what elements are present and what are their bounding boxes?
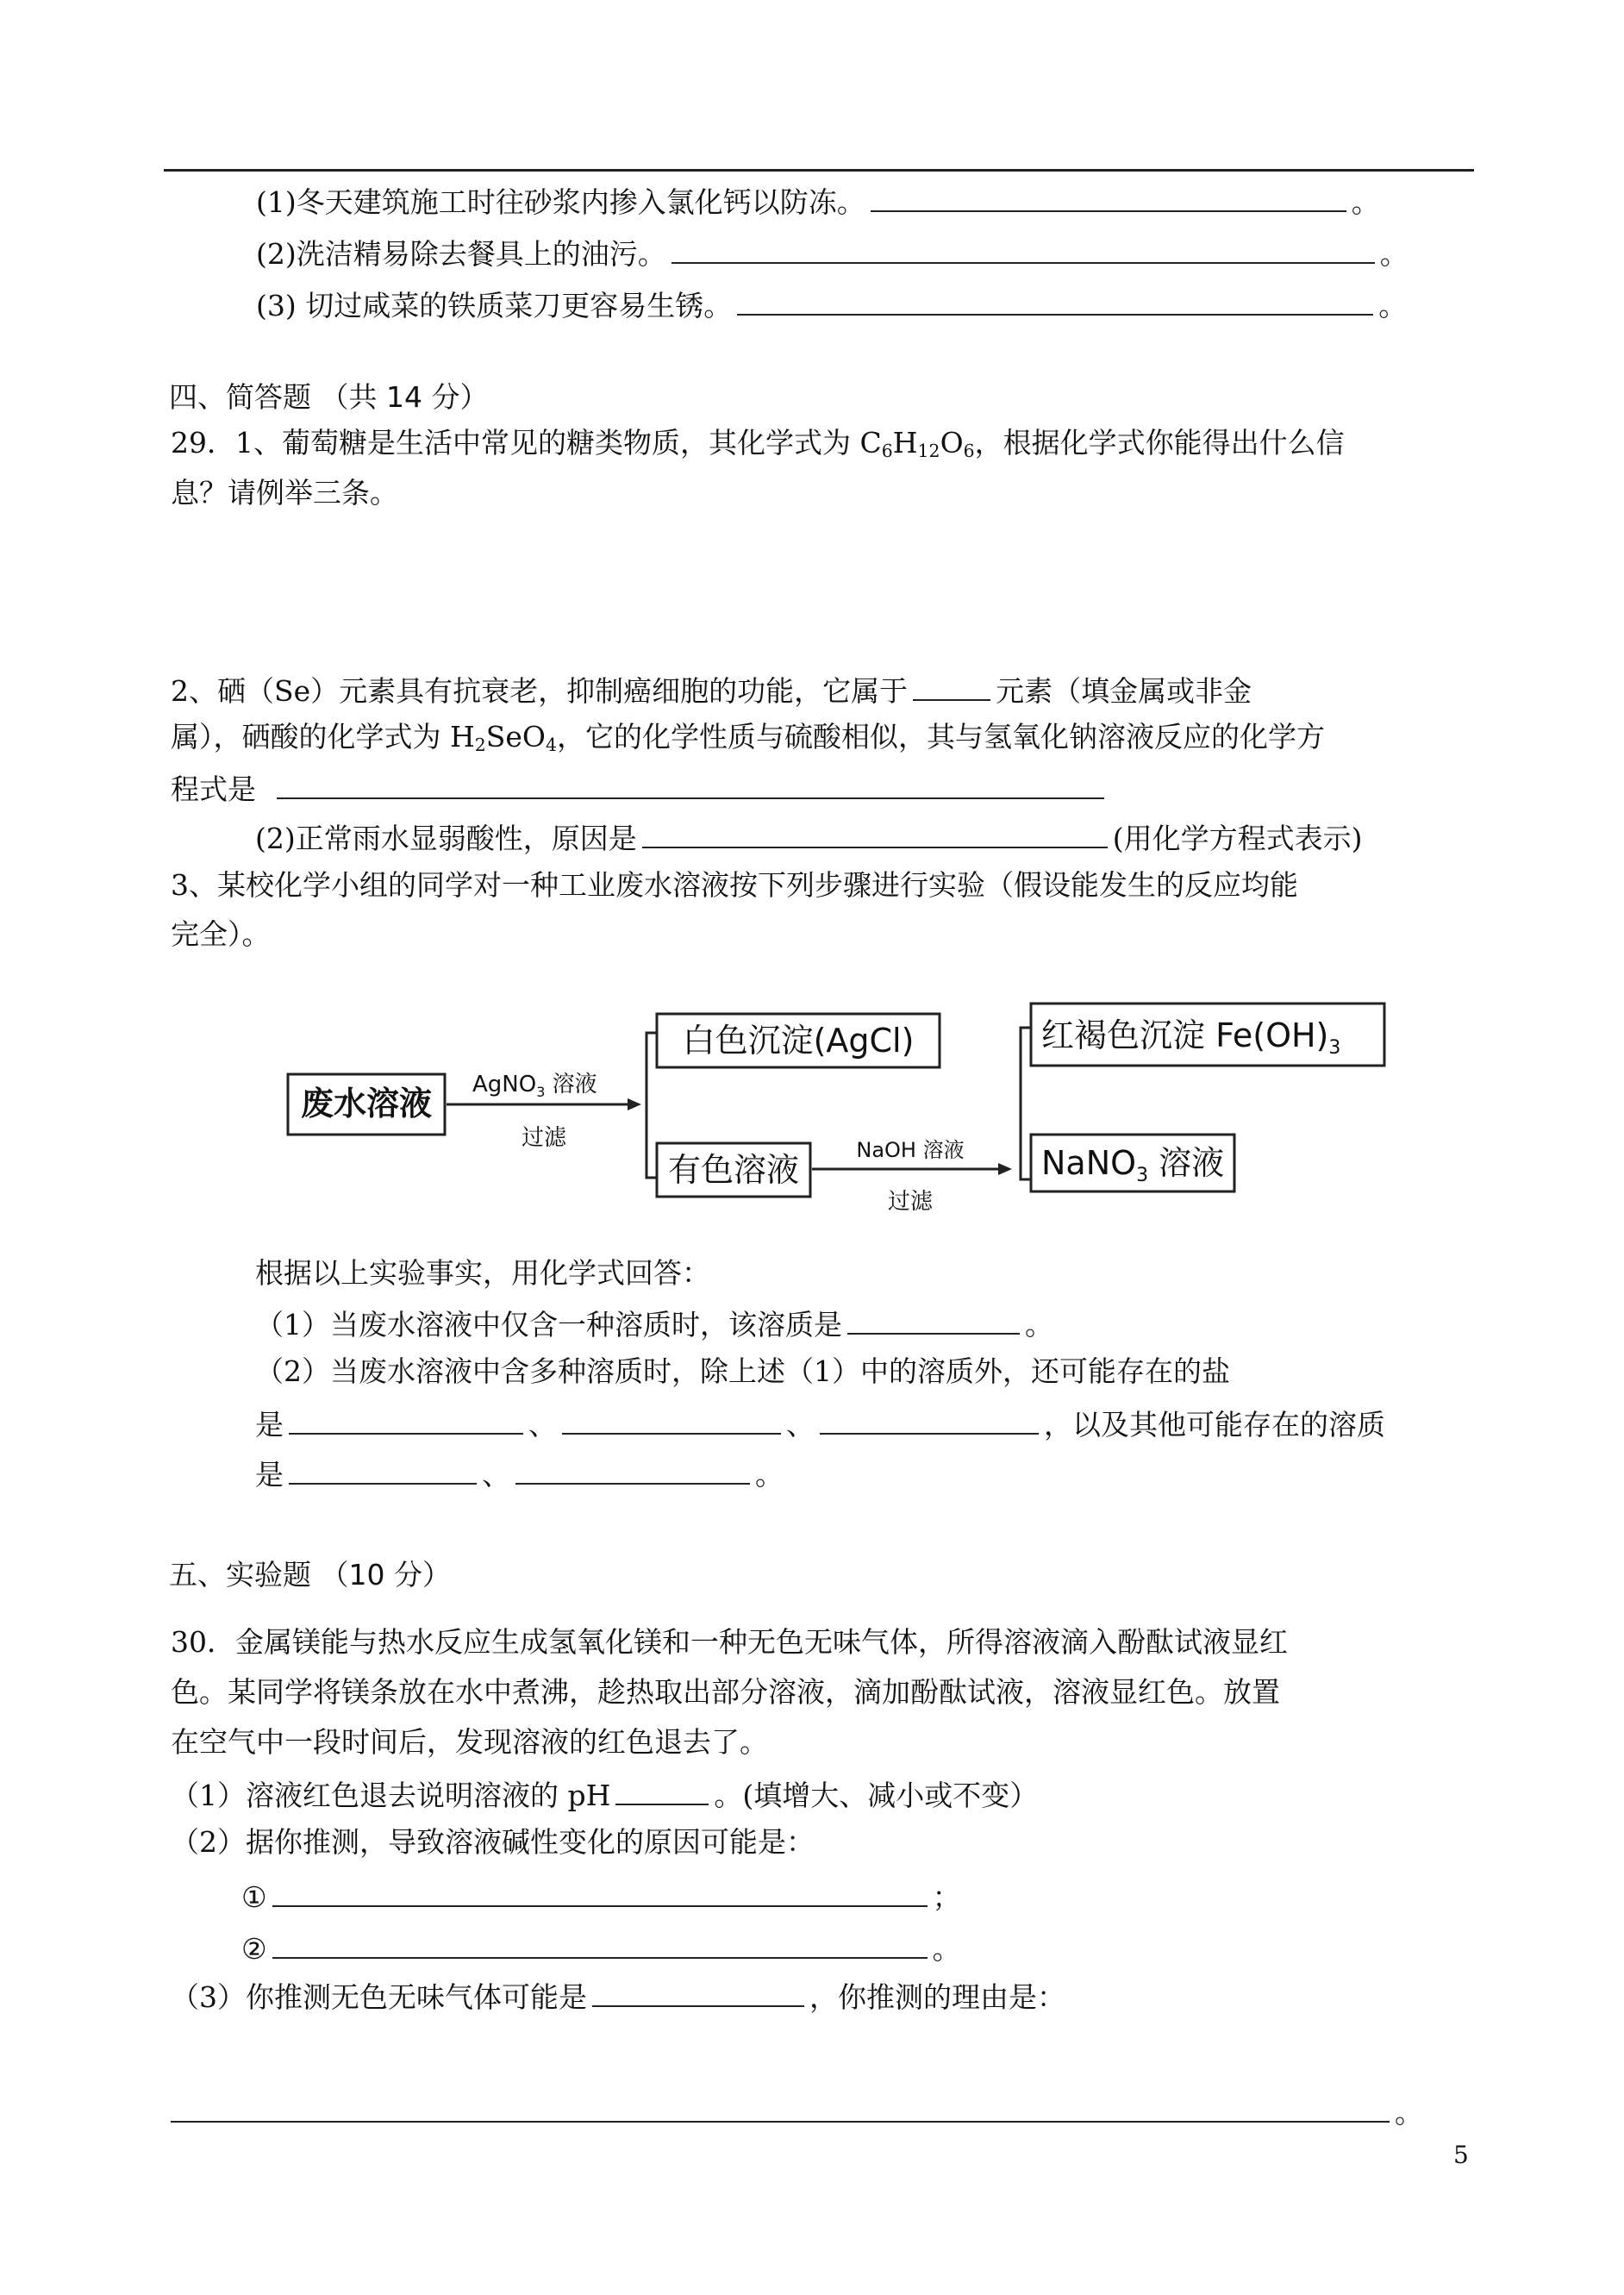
rain-acid-text: (2)正常雨水显弱酸性，原因是 xyxy=(255,822,637,855)
label-filter-1: 过滤 xyxy=(521,1125,567,1151)
formula-subscript: 6 xyxy=(963,441,975,462)
label-nano3-solution: NaNO$_3$ 溶液 xyxy=(1041,1144,1225,1186)
period: 。 xyxy=(1395,2096,1423,2129)
header-rule xyxy=(164,169,1474,172)
q30-sub3-tail: ，你推测的理由是： xyxy=(809,1980,1065,2014)
q30-line2: 色。某同学将镁条放在水中煮沸，趁热取出部分溶液，滴加酚酞试液，溶液显红色。放置 xyxy=(171,1675,1280,1709)
reagent-agno3: AgNO$_3$ 溶液 xyxy=(472,1072,597,1100)
period: 。 xyxy=(1025,1308,1053,1341)
semicolon: ； xyxy=(932,1880,961,1914)
answer-blank[interactable] xyxy=(289,1407,523,1435)
label-white-precipitate: 白色沉淀(AgCl) xyxy=(682,1022,915,1060)
answer-blank[interactable] xyxy=(515,1457,750,1485)
q29-text-tail: ，根据化学式你能得出什么信 xyxy=(974,426,1345,460)
q-knife-rust xyxy=(256,288,1407,320)
q-knife-rust-text: (3) 切过咸菜的铁质菜刀更容易生锈。 xyxy=(256,289,733,322)
answer-blank[interactable] xyxy=(171,2095,1390,2123)
q29-2-line3 xyxy=(171,772,1109,804)
formula-subscript: 4 xyxy=(546,735,558,756)
q29-line1 xyxy=(171,426,1345,462)
formula-subscript: 12 xyxy=(917,441,940,462)
q29-2-line1 xyxy=(171,673,1252,708)
arrow-head-2 xyxy=(998,1163,1012,1175)
answer-blank[interactable] xyxy=(737,288,1373,316)
label-red-brown-precipitate: 红褐色沉淀 $Fe(OH)_3$ xyxy=(1041,1016,1341,1059)
answer-blank[interactable] xyxy=(562,1407,781,1435)
q-calcium-chloride-text: (1)冬天建筑施工时往砂浆内掺入氯化钙以防冻。 xyxy=(256,185,865,219)
answer-blank[interactable] xyxy=(820,1407,1039,1435)
q30-sub3 xyxy=(171,1979,1065,2014)
bracket-2 xyxy=(1021,1028,1031,1179)
q-calcium-chloride xyxy=(256,184,1380,219)
period: 。 xyxy=(1379,237,1409,271)
answer-blank[interactable] xyxy=(272,1931,928,1959)
label-colored-solution: 有色溶液 xyxy=(667,1151,800,1189)
formula-h: H xyxy=(892,426,918,460)
answer-blank[interactable] xyxy=(847,1307,1020,1335)
answer-1-line xyxy=(255,1307,1053,1339)
selenium-text: 2、硒（Se）元素具有抗衰老，抑制癌细胞的功能，它属于 xyxy=(171,674,909,708)
q30-sub1-tail: 。(填增大、减小或不变） xyxy=(714,1779,1039,1812)
equation-label: 程式是 xyxy=(171,772,256,806)
q30-sub3-text: （3）你推测无色无味气体可能是 xyxy=(171,1980,587,2014)
formula-o: O xyxy=(940,426,964,460)
rain-acid-line xyxy=(255,821,1363,853)
q30-line1: 30．金属镁能与热水反应生成氢氧化镁和一种无色无味气体，所得溶液滴入酚酞试液显红 xyxy=(171,1625,1288,1659)
answer-blank[interactable] xyxy=(272,1879,928,1907)
answer-intro: 根据以上实验事实，用化学式回答： xyxy=(255,1256,710,1290)
answer-2-tail: ，以及其他可能存在的溶质 xyxy=(1044,1408,1385,1441)
selenium-text-tail: 元素（填金属或非金 xyxy=(996,674,1252,708)
q30-sub1 xyxy=(171,1778,1038,1810)
answer-2-line2 xyxy=(255,1407,1385,1439)
answer-2-line1: （2）当废水溶液中含多种溶质时，除上述（1）中的溶质外，还可能存在的盐 xyxy=(255,1354,1230,1388)
answer-blank[interactable] xyxy=(871,184,1346,212)
q29-2-line2 xyxy=(171,720,1326,756)
section-heading-short-answer: 四、简答题 （共 14 分） xyxy=(169,380,489,414)
circled-two: ② xyxy=(241,1932,267,1966)
answer-blank[interactable] xyxy=(615,1778,709,1805)
q30-cause-2 xyxy=(241,1931,961,1966)
circled-one: ① xyxy=(241,1880,267,1914)
rain-acid-text-tail: (用化学方程式表示) xyxy=(1112,822,1363,855)
formula-subscript: 2 xyxy=(474,735,486,756)
separator: 、 xyxy=(482,1458,510,1491)
formula-subscript: 6 xyxy=(881,441,893,462)
q30-sub2: （2）据你推测，导致溶液碱性变化的原因可能是： xyxy=(171,1825,815,1859)
q30-final-line xyxy=(171,2095,1423,2127)
answer-blank[interactable] xyxy=(592,1979,804,2007)
answer-blank[interactable] xyxy=(913,673,990,701)
period: 。 xyxy=(1378,289,1408,322)
q30-line3: 在空气中一段时间后，发现溶液的红色退去了。 xyxy=(171,1725,768,1759)
answer-2-shi: 是 xyxy=(255,1458,284,1491)
formula-seo: SeO xyxy=(485,720,546,754)
answer-blank[interactable] xyxy=(277,772,1104,799)
answer-1-text: （1）当废水溶液中仅含一种溶质时，该溶质是 xyxy=(255,1308,842,1341)
q-detergent xyxy=(256,236,1409,271)
answer-2-line3 xyxy=(255,1457,784,1489)
period: 。 xyxy=(1351,185,1380,219)
separator: 、 xyxy=(786,1408,815,1441)
bracket-1 xyxy=(646,1033,657,1178)
separator: 、 xyxy=(528,1408,557,1441)
answer-2-shi: 是 xyxy=(255,1408,284,1441)
q29-3-line2: 完全）。 xyxy=(171,917,271,951)
answer-blank[interactable] xyxy=(671,236,1375,264)
period: 。 xyxy=(932,1932,961,1966)
q29-line2: 息？请例举三条。 xyxy=(171,476,398,510)
answer-blank[interactable] xyxy=(642,821,1108,848)
q30-cause-1 xyxy=(241,1879,961,1914)
experiment-flow-diagram xyxy=(255,990,1410,1223)
q29-number: 29． xyxy=(171,426,235,460)
q29-3-line1: 3、某校化学小组的同学对一种工业废水溶液按下列步骤进行实验（假设能发生的反应均能 xyxy=(171,868,1298,902)
selenic-acid-text-tail: ，它的化学性质与硫酸相似，其与氢氧化钠溶液反应的化学方 xyxy=(557,720,1326,754)
section-heading-experiment: 五、实验题 （10 分） xyxy=(169,1558,451,1591)
q29-text: 1、葡萄糖是生活中常见的糖类物质，其化学式为 C xyxy=(235,426,882,460)
label-filter-2: 过滤 xyxy=(887,1189,934,1215)
arrow-head-1 xyxy=(628,1098,641,1110)
period: 。 xyxy=(755,1458,784,1491)
label-waste-solution: 废水溶液 xyxy=(300,1085,433,1122)
answer-blank[interactable] xyxy=(289,1457,477,1485)
q30-sub1-text: （1）溶液红色退去说明溶液的 pH xyxy=(171,1779,611,1812)
q-detergent-text: (2)洗洁精易除去餐具上的油污。 xyxy=(256,237,666,271)
page-number: 5 xyxy=(1453,2141,1469,2169)
selenic-acid-text: 属），硒酸的化学式为 H xyxy=(171,720,475,754)
reagent-naoh: NaOH 溶液 xyxy=(856,1138,965,1162)
